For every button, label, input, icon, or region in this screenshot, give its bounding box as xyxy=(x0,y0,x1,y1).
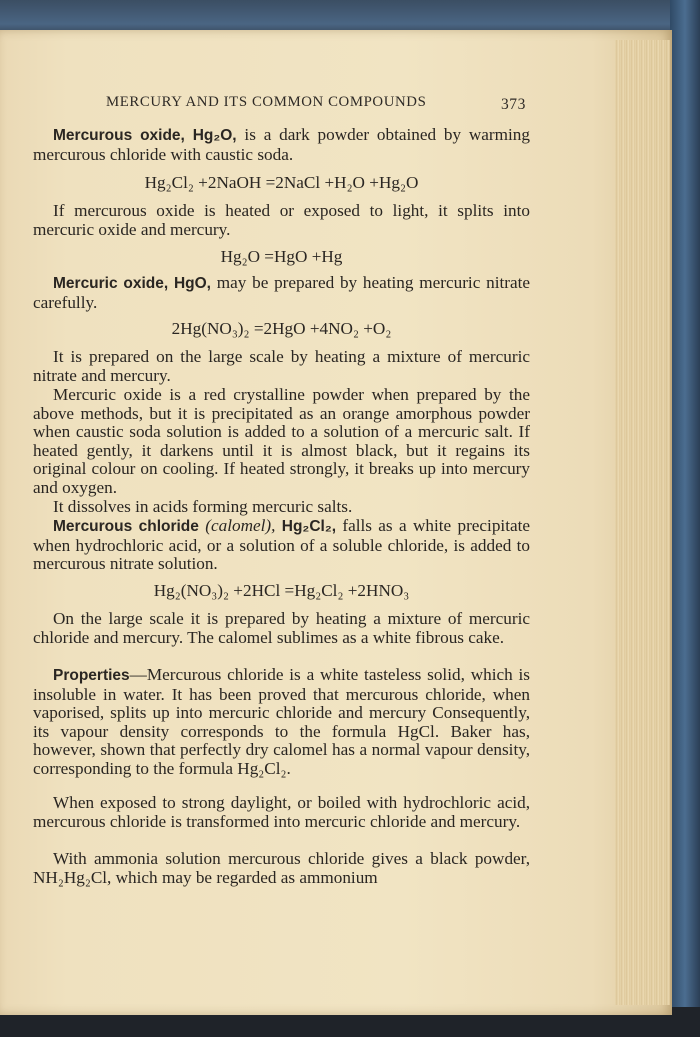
paragraph-large-scale: It is prepared on the large scale by heating a mixture of mercuric nitrate and mercury. xyxy=(33,347,530,385)
paragraph-dissolves: It dissolves in acids forming mercuric salts. xyxy=(53,497,353,516)
equation-3: 2Hg(NO₃)₂ =2HgO +4NO₂ +O₂ xyxy=(171,319,392,338)
term-mercurous-oxide: Mercurous oxide, xyxy=(53,127,185,144)
paragraph-text: falls as a white precipitate when hydrochloric acid, or a solution of a soluble chloride, is added to mercurous nitrate solution. xyxy=(33,516,531,574)
equation-4: Hg₂(NO₃)₂ +2HCl =Hg₂Cl₂ +2HNO₃ xyxy=(153,581,410,600)
calomel-note: (calomel), xyxy=(205,516,276,535)
paragraph-daylight: When exposed to strong daylight, or boiled with hydrochloric acid, mercurous chloride is transformed into mercuric chloride and mercury. xyxy=(33,793,530,831)
formula-hgo: HgO, xyxy=(173,275,211,292)
term-mercurous-chloride: Mercurous chloride xyxy=(53,518,199,535)
term-properties: Properties xyxy=(53,667,130,684)
equation-1: Hg₂Cl₂ +2NaOH =2NaCl +H₂O +Hg₂O xyxy=(144,173,419,192)
paragraph-text: —Mercurous chloride is a white tasteless solid, which is insoluble in water. It has been proved that mercurous chloride, when vaporised, splits up into mercuric chloride and mercury Consequently, its vapour density corresponds to the formula HgCl. Baker has, however, shown that perfectly dry calomel has a normal vapour density, corresponding to the formula Hg₂Cl₂. xyxy=(33,665,530,778)
paragraph-text: is a dark powder obtained by warming mercurous chloride with caustic soda. xyxy=(33,125,530,164)
paragraph-ammonia: With ammonia solution mercurous chloride gives a black powder, NH₂Hg₂Cl, which may be regarded as ammonium xyxy=(33,849,530,887)
term-mercuric-oxide: Mercuric oxide, xyxy=(53,275,169,292)
formula-hg2cl2: Hg₂Cl₂, xyxy=(281,518,337,535)
paragraph-mercurous-oxide xyxy=(33,126,530,164)
running-title: MERCURY AND ITS COMMON COMPOUNDS xyxy=(106,94,427,110)
page-number: 373 xyxy=(500,96,526,113)
paragraph-properties xyxy=(33,666,530,779)
book-cover-spine xyxy=(670,0,700,1037)
paragraph-mercurous-chloride xyxy=(33,517,530,574)
running-header xyxy=(106,94,526,114)
paragraph-mercuric-oxide xyxy=(33,274,530,312)
equation-2: Hg₂O =HgO +Hg xyxy=(220,247,343,266)
paragraph-mercurous-oxide-heating: If mercurous oxide is heated or exposed to light, it splits into mercuric oxide and mercury. xyxy=(33,201,530,239)
paragraph-calomel-preparation: On the large scale it is prepared by heating a mixture of mercuric chloride and mercury. The calomel sublimes as a white fibrous cake. xyxy=(33,609,530,647)
paragraph-text: may be prepared by heating mercuric nitrate carefully. xyxy=(33,273,530,312)
paragraph-mercuric-oxide-properties: Mercuric oxide is a red crystalline powder when prepared by the above methods, but it is precipitated as an orange amorphous powder when caustic soda solution is added to a solution of a mercuric salt. If heated gently, it darkens until it is almost black, but it regains its original colour on cooling. If heated strongly, it breaks up into mercury and oxygen. xyxy=(33,385,530,497)
formula-hg2o: Hg₂O, xyxy=(192,127,237,144)
page-edges xyxy=(615,40,670,1005)
